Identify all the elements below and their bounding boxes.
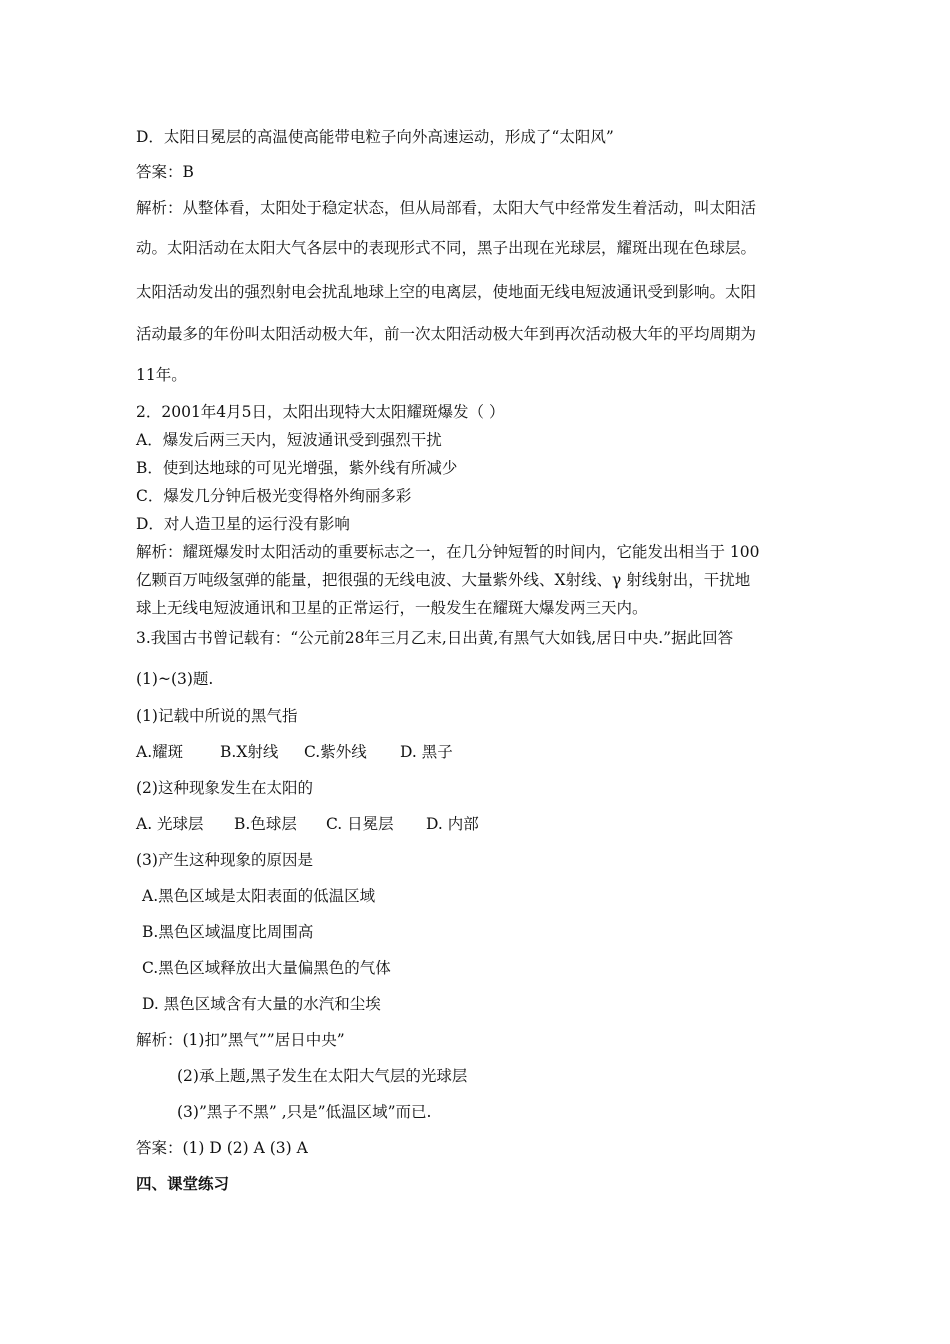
analysis-3-line-2: (2)承上题,黑子发生在太阳大气层的光球层 — [177, 1067, 468, 1085]
question-2-option-b: B．使到达地球的可见光增强，紫外线有所减少 — [136, 459, 458, 477]
sub-question-1-options — [136, 745, 453, 761]
option: B.X射线 — [220, 743, 279, 761]
sub-question-2-options — [136, 817, 479, 833]
sub-question-3-option-c: C.黑色区域释放出大量偏黑色的气体 — [142, 959, 391, 977]
option: C.紫外线 — [304, 743, 367, 761]
question-2-option-c: C．爆发几分钟后极光变得格外绚丽多彩 — [136, 487, 412, 505]
sub-question-3-option-d: D. 黑色区域含有大量的水汽和尘埃 — [142, 995, 381, 1013]
option: A.耀斑 — [136, 743, 184, 761]
question-3-stem: 3.我国古书曾记载有：“公元前28年三月乙末,日出黄,有黑气大如钱,居日中央.”据此回答 — [136, 629, 734, 647]
question-2-stem: 2．2001年4月5日，太阳出现特大太阳耀斑爆发（ ） — [136, 403, 505, 421]
analysis-1-line-3: 太阳活动发出的强烈射电会扰乱地球上空的电离层，使地面无线电短波通讯受到影响。太阳 — [136, 283, 757, 301]
analysis-2-line-3: 球上无线电短波通讯和卫星的正常运行，一般发生在耀斑大爆发两三天内。 — [136, 599, 648, 617]
section-heading: 四、课堂练习 — [136, 1175, 230, 1193]
option: D. 内部 — [426, 815, 479, 833]
analysis-1-line-2: 动。太阳活动在太阳大气各层中的表现形式不同，黑子出现在光球层，耀斑出现在色球层。 — [136, 239, 757, 257]
option: C. 日冕层 — [326, 815, 394, 833]
sub-question-2: (2)这种现象发生在太阳的 — [136, 779, 313, 797]
analysis-2-line-2: 亿颗百万吨级氢弹的能量，把很强的无线电波、大量紫外线、X射线、γ 射线射出，干扰地 — [136, 571, 751, 589]
question-2-option-d: D．对人造卫星的运行没有影响 — [136, 515, 350, 533]
question-2-option-a: A．爆发后两三天内，短波通讯受到强烈干扰 — [136, 431, 442, 449]
answer-3: 答案：(1) D (2) A (3) A — [136, 1139, 308, 1157]
question-1-option-d: D．太阳日冕层的高温使高能带电粒子向外高速运动，形成了“太阳风” — [136, 128, 614, 146]
analysis-3-line-3: (3)”黑子不黑” ,只是”低温区域”而已. — [177, 1103, 432, 1121]
sub-question-3-option-b: B.黑色区域温度比周围高 — [142, 923, 314, 941]
sub-question-1: (1)记载中所说的黑气指 — [136, 707, 298, 725]
analysis-2-line-1: 解析：耀斑爆发时太阳活动的重要标志之一，在几分钟短暂的时间内，它能发出相当于 100 — [136, 543, 760, 561]
sub-question-3: (3)产生这种现象的原因是 — [136, 851, 313, 869]
answer-1: 答案：B — [136, 163, 194, 181]
sub-question-3-option-a: A.黑色区域是太阳表面的低温区域 — [142, 887, 376, 905]
analysis-1-line-1: 解析：从整体看，太阳处于稳定状态，但从局部看，太阳大气中经常发生着活动，叫太阳活 — [136, 199, 757, 217]
analysis-3-line-1: 解析：(1)扣”黑气””居日中央” — [136, 1031, 345, 1049]
option: A. 光球层 — [136, 815, 204, 833]
analysis-1-line-5: 11年。 — [136, 366, 187, 384]
analysis-1-line-4: 活动最多的年份叫太阳活动极大年，前一次太阳活动极大年到再次活动极大年的平均周期为 — [136, 325, 757, 343]
option: B.色球层 — [234, 815, 297, 833]
option: D. 黑子 — [400, 743, 453, 761]
question-3-range: (1)~(3)题. — [136, 670, 214, 688]
